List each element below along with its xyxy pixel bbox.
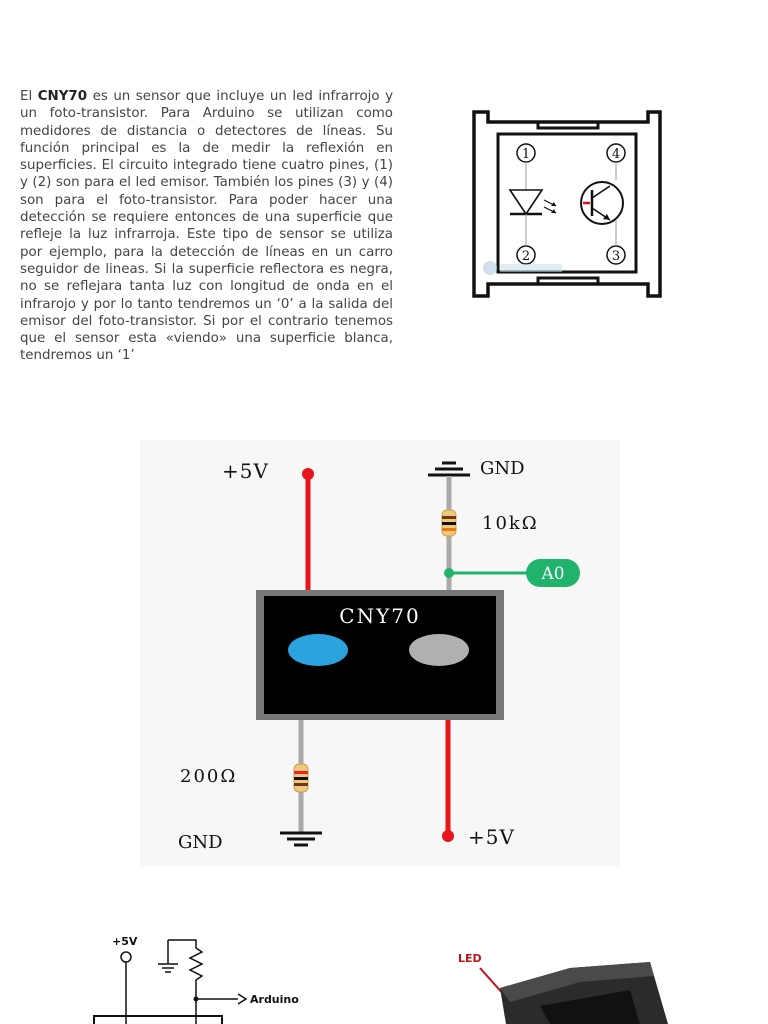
schematic-supply-label: +5V [112, 935, 138, 948]
cny70-wiring-diagram [140, 440, 620, 866]
schematic-ground-symbol [158, 940, 178, 972]
ir-led-window [288, 634, 348, 666]
description-paragraph [20, 88, 393, 365]
resistor-10k [442, 510, 456, 536]
vcc-top-terminal [302, 468, 314, 480]
photo-led-callout: LED [458, 952, 482, 965]
schematic-resistor [168, 940, 202, 1024]
signal-junction [444, 568, 454, 578]
vcc-top-label: +5V [222, 459, 269, 483]
schematic-output-label: Arduino [250, 993, 299, 1006]
phototransistor-window [409, 634, 469, 666]
sensor-name: CNY70 [37, 89, 88, 104]
vcc-bottom-terminal [442, 830, 454, 842]
watermark-logo [483, 261, 497, 275]
cny70-pinout-diagram [470, 108, 666, 300]
paragraph-text: es un sensor que incluye un led infrarrojo y un foto-transistor. Para Arduino se utilizan como medidores de distancia o detectores de líneas. Su función principal es la de medir la reflexión en superficies. El circuito integrado tiene cuatro pines, (1) y (2) son para el led emisor. También los pines (3) y (4) son para el foto-transistor. Para poder hacer una detección se requiere entonces de una superficie que refleje la luz infrarroja. Este tipo de sensor se utiliza por ejemplo, para la detección de líneas en un carro seguidor de lineas. Si la superficie reflectora es negra, no se reflejara tanta luz con longitud de onda en el infrarojo y por lo tanto tendremos un ‘0’ a la salida del emisor del foto-transistor. Si por el contrario tenemos que el sensor esta «viendo» una superficie blanca, tendremos un ‘1’ [20, 89, 393, 364]
gnd-bottom-label: GND [178, 832, 223, 853]
paragraph-intro: El [20, 89, 33, 104]
schematic-bottom-left [90, 930, 310, 1024]
a0-label: A0 [541, 564, 565, 584]
gnd-top-label: GND [480, 458, 525, 479]
vcc-bottom-label: +5V [468, 825, 515, 849]
led-diode-symbol [510, 162, 556, 246]
chip-label: CNY70 [339, 604, 421, 628]
phototransistor-symbol [581, 162, 623, 246]
pin-1-label: 1 [521, 147, 531, 162]
resistor-200-label: 200Ω [180, 766, 238, 787]
resistor-10k-label: 10kΩ [482, 513, 539, 534]
pin-4-label: 4 [611, 147, 621, 162]
resistor-200 [294, 764, 308, 792]
pin-2-label: 2 [521, 249, 531, 264]
cny70-photo [440, 940, 680, 1024]
pin-3-label: 3 [611, 249, 621, 264]
